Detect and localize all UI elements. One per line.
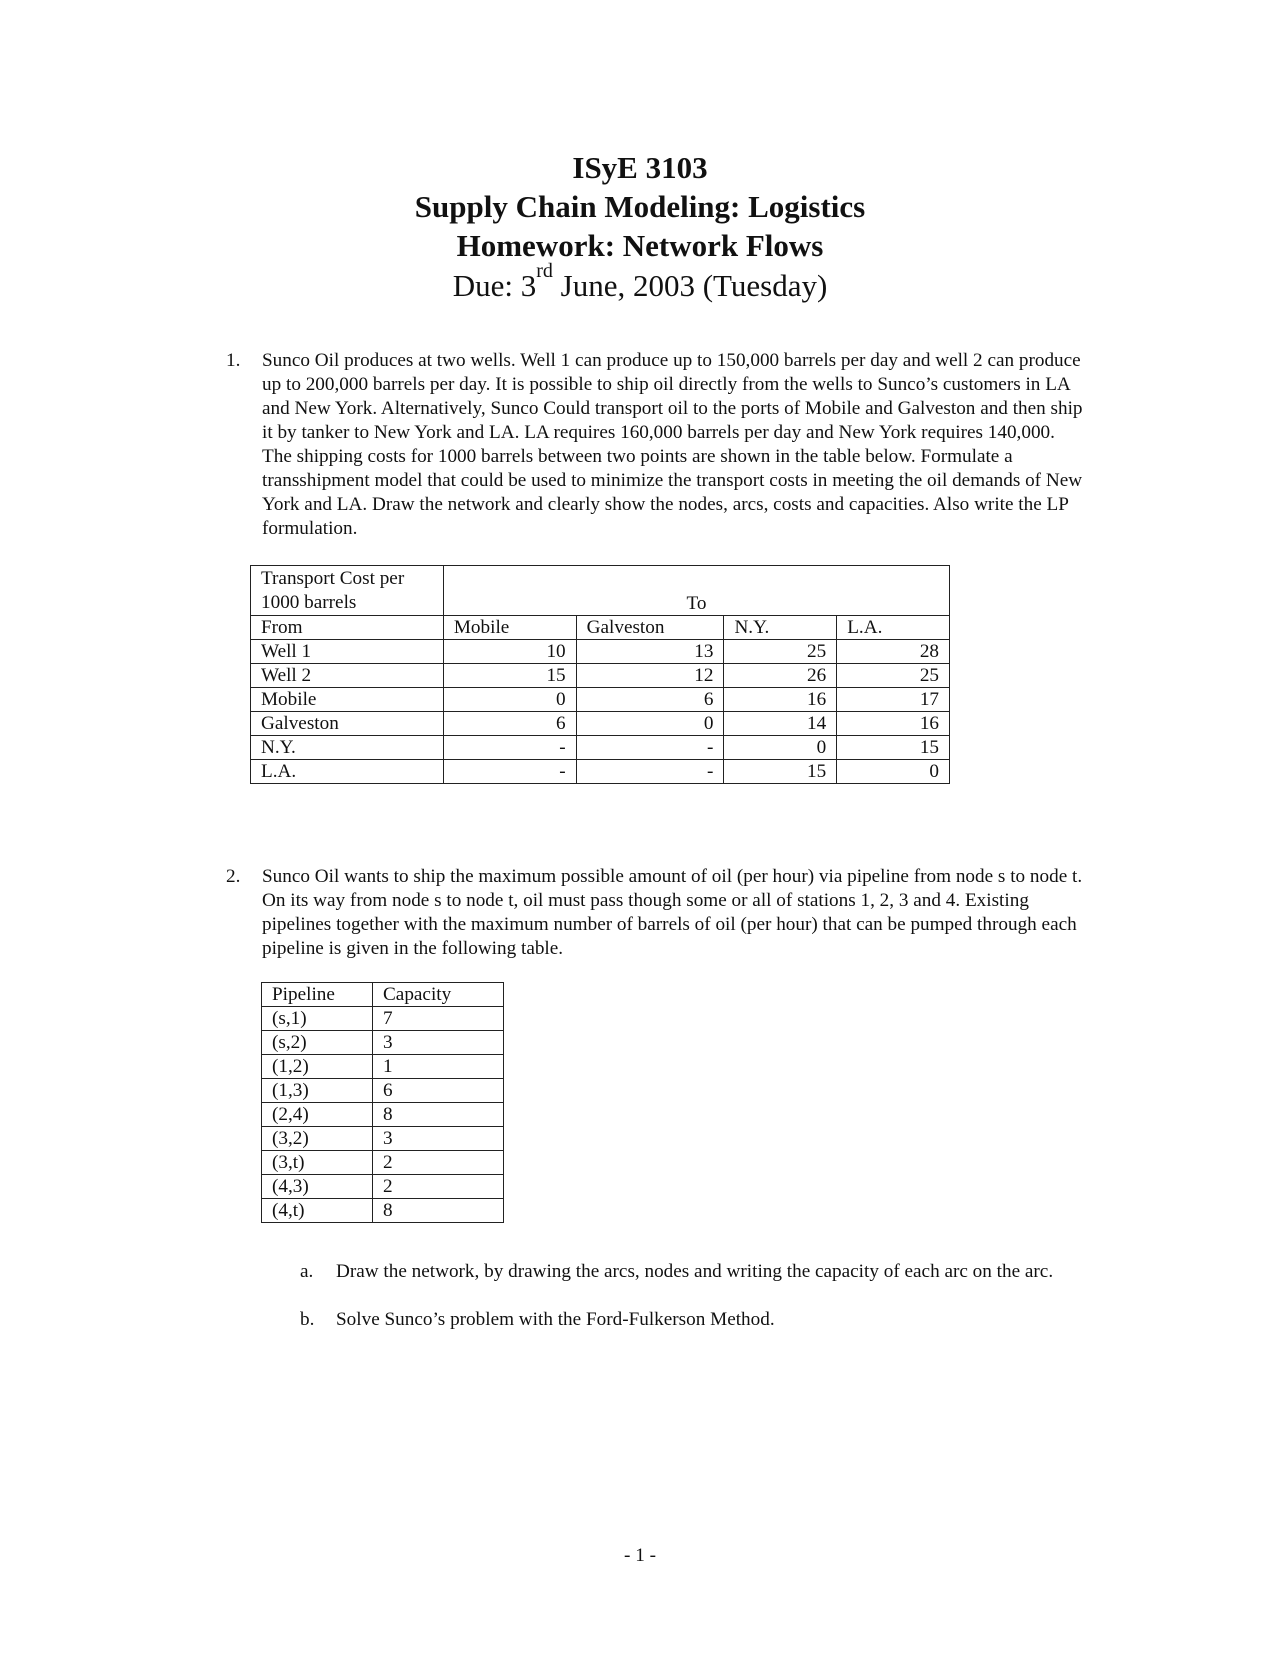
pipeline-cell: (s,1) xyxy=(262,1007,373,1031)
cost-cell: 14 xyxy=(724,712,837,736)
cost-cell: 17 xyxy=(837,688,950,712)
cost-cell: 15 xyxy=(837,736,950,760)
capacity-cell: 3 xyxy=(373,1031,504,1055)
cost-cell: 6 xyxy=(443,712,576,736)
pipeline-cell: (3,t) xyxy=(262,1151,373,1175)
cost-cell: 16 xyxy=(837,712,950,736)
table-row xyxy=(262,1055,504,1079)
cost-cell: 0 xyxy=(837,760,950,784)
table-row xyxy=(262,1127,504,1151)
row-label: Well 1 xyxy=(251,640,444,664)
due-date xyxy=(0,260,1280,306)
cost-cell: - xyxy=(443,760,576,784)
pipeline-cell: (1,3) xyxy=(262,1079,373,1103)
part-text: Draw the network, by drawing the arcs, nodes and writing the capacity of each arc on the arc. xyxy=(336,1261,1054,1282)
column-header: Galveston xyxy=(576,616,724,640)
pipeline-cell: (3,2) xyxy=(262,1127,373,1151)
table-header-row xyxy=(262,983,504,1007)
cost-cell: 26 xyxy=(724,664,837,688)
cost-cell: 25 xyxy=(837,664,950,688)
cost-cell: 15 xyxy=(443,664,576,688)
question-2 xyxy=(226,865,1086,961)
table-row xyxy=(262,1151,504,1175)
table-row xyxy=(251,760,950,784)
to-header: To xyxy=(443,566,949,616)
table-row xyxy=(262,1031,504,1055)
table-column-row xyxy=(251,616,950,640)
capacity-cell: 3 xyxy=(373,1127,504,1151)
capacity-cell: 1 xyxy=(373,1055,504,1079)
capacity-cell: 2 xyxy=(373,1175,504,1199)
row-label: Galveston xyxy=(251,712,444,736)
table-row xyxy=(262,1079,504,1103)
from-header: From xyxy=(251,616,444,640)
course-title: ISyE 3103 xyxy=(572,150,708,185)
cost-cell: - xyxy=(576,736,724,760)
table-row xyxy=(262,1007,504,1031)
question-2-part-a xyxy=(300,1260,1090,1284)
cost-cell: 28 xyxy=(837,640,950,664)
table-row xyxy=(251,712,950,736)
capacity-cell: 2 xyxy=(373,1151,504,1175)
cost-cell: 10 xyxy=(443,640,576,664)
corner-label-line1: Transport Cost per xyxy=(261,568,405,589)
cost-cell: - xyxy=(576,760,724,784)
capacity-cell: 7 xyxy=(373,1007,504,1031)
row-label: N.Y. xyxy=(251,736,444,760)
due-prefix: Due: 3 xyxy=(452,268,537,303)
cost-cell: 15 xyxy=(724,760,837,784)
capacity-cell: 8 xyxy=(373,1199,504,1223)
column-header: Mobile xyxy=(443,616,576,640)
cost-cell: 25 xyxy=(724,640,837,664)
pipeline-cell: (1,2) xyxy=(262,1055,373,1079)
pipeline-cell: (2,4) xyxy=(262,1103,373,1127)
page-number: - 1 - xyxy=(624,1545,656,1566)
question-text: Sunco Oil wants to ship the maximum possible amount of oil (per hour) via pipeline from node s to node t. On its way from node s to node t, oil must pass though some or all of stations 1, 2, 3 and 4. Existing pipelines together with the maximum number of barrels of oil (per hour) that can be pumped through each pipeline is given in the following table. xyxy=(262,866,1083,959)
cost-cell: 16 xyxy=(724,688,837,712)
cost-cell: 0 xyxy=(724,736,837,760)
transport-cost-table xyxy=(250,565,950,784)
column-header: N.Y. xyxy=(724,616,837,640)
cost-cell: 13 xyxy=(576,640,724,664)
column-header: Capacity xyxy=(373,983,504,1007)
table-header-row xyxy=(251,566,950,616)
pipeline-cell: (4,t) xyxy=(262,1199,373,1223)
row-label: L.A. xyxy=(251,760,444,784)
row-label: Well 2 xyxy=(251,664,444,688)
cost-cell: 12 xyxy=(576,664,724,688)
part-label: b. xyxy=(300,1309,315,1330)
column-header: Pipeline xyxy=(262,983,373,1007)
table-row xyxy=(262,1175,504,1199)
part-label: a. xyxy=(300,1261,314,1282)
pipeline-capacity-table xyxy=(261,982,504,1223)
column-header: L.A. xyxy=(837,616,950,640)
corner-label-line2: 1000 barrels xyxy=(261,592,357,613)
table-row xyxy=(251,664,950,688)
question-number: 2. xyxy=(226,866,241,887)
question-1 xyxy=(226,349,1086,541)
course-subject: Supply Chain Modeling: Logistics xyxy=(414,189,866,224)
question-text: Sunco Oil produces at two wells. Well 1 can produce up to 150,000 barrels per day and well 2 can produce up to 200,000 barrels per day. It is possible to ship oil directly from the wells to Sunco’s customers in LA and New York. Alternatively, Sunco Could transport oil to the ports of Mobile and Galveston and then ship it by tanker to New York and LA. LA requires 160,000 barrels per day and New York requires 140,000. The shipping costs for 1000 barrels between two points are shown in the table below. Formulate a transshipment model that could be used to minimize the transport costs in meeting the oil demands of New York and LA. Draw the network and clearly show the nodes, arcs, costs and capacities. Also write the LP formulation. xyxy=(262,350,1083,539)
table-row xyxy=(251,736,950,760)
cost-cell: 0 xyxy=(443,688,576,712)
part-text: Solve Sunco’s problem with the Ford-Fulkerson Method. xyxy=(336,1309,775,1330)
cost-cell: 6 xyxy=(576,688,724,712)
cost-cell: - xyxy=(443,736,576,760)
pipeline-cell: (4,3) xyxy=(262,1175,373,1199)
pipeline-cell: (s,2) xyxy=(262,1031,373,1055)
table-row xyxy=(251,640,950,664)
assignment-title: Homework: Network Flows xyxy=(456,228,824,263)
due-suffix: June, 2003 (Tuesday) xyxy=(552,268,828,303)
capacity-cell: 6 xyxy=(373,1079,504,1103)
table-row xyxy=(262,1199,504,1223)
due-superscript: rd xyxy=(536,260,553,282)
question-number: 1. xyxy=(226,350,241,371)
table-corner-cell xyxy=(251,566,444,616)
question-2-part-b xyxy=(300,1308,1090,1332)
table-row xyxy=(251,688,950,712)
document-header xyxy=(0,148,1280,306)
row-label: Mobile xyxy=(251,688,444,712)
capacity-cell: 8 xyxy=(373,1103,504,1127)
cost-cell: 0 xyxy=(576,712,724,736)
table-row xyxy=(262,1103,504,1127)
